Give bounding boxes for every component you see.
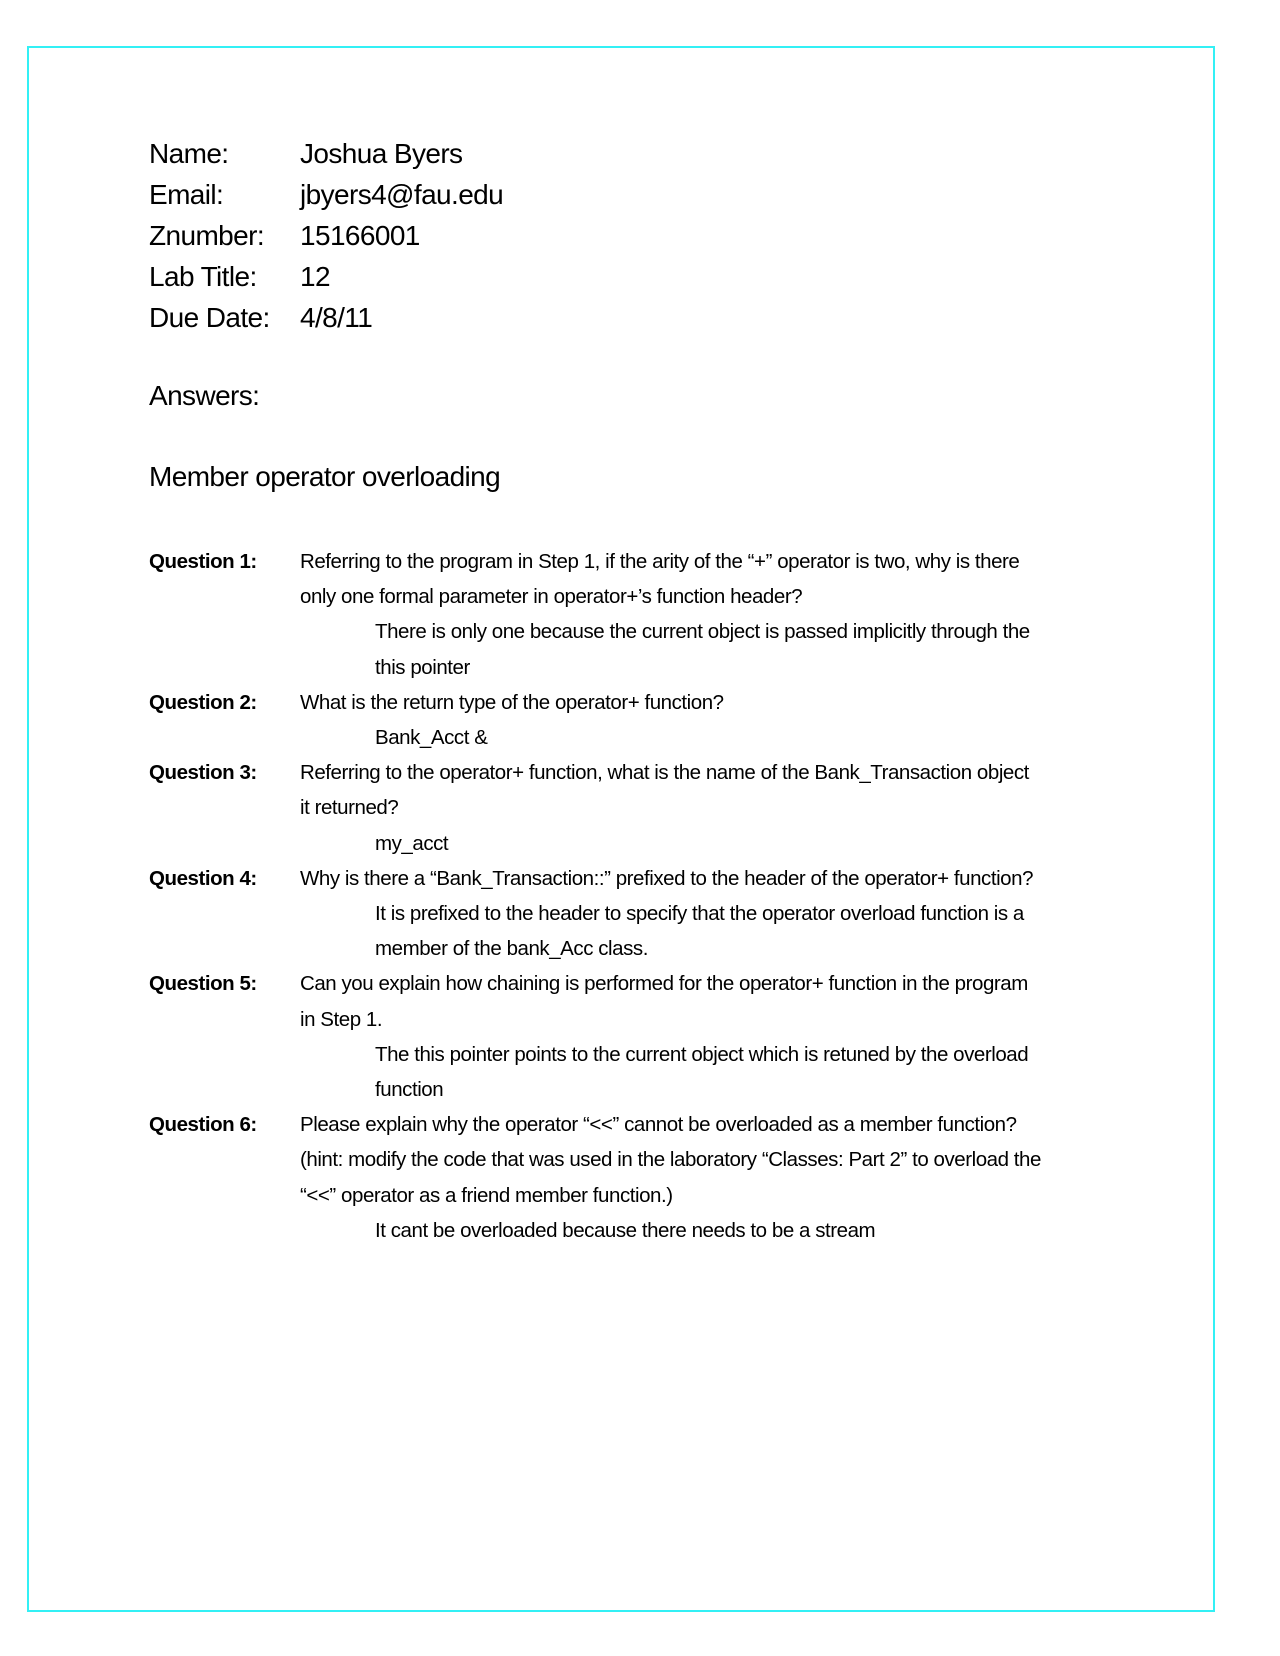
info-row-lab-title [149, 256, 503, 297]
question-row [149, 861, 1041, 896]
question-row [149, 1107, 1041, 1213]
question-item [149, 685, 1041, 755]
question-label: Question 1: [149, 550, 257, 573]
question-line: What is the return type of the operator+ function? [300, 690, 724, 714]
question-row [149, 544, 1041, 614]
student-info [149, 133, 503, 338]
due-date-value: 4/8/11 [300, 302, 373, 333]
question-line: Referring to the program in Step 1, if the arity of the “+” operator is two, why is there [300, 550, 1020, 573]
question-item [149, 1107, 1041, 1248]
question-row [149, 755, 1041, 825]
info-row-znumber [149, 215, 503, 256]
answer-line: It cant be overloaded because there needs to be a stream [375, 1218, 876, 1242]
question-label: Question 6: [149, 1113, 257, 1137]
question-item [149, 544, 1041, 685]
question-label: Question 2: [149, 690, 257, 714]
question-item [149, 861, 1041, 967]
answer-line: The this pointer points to the current object which is retuned by the overload [375, 1042, 1029, 1066]
question-item [149, 966, 1041, 1107]
question-line: only one formal parameter in operator+’s function header? [300, 585, 803, 609]
question-line: (hint: modify the code that was used in the laboratory “Classes: Part 2” to overload the [300, 1148, 1041, 1172]
question-label: Question 4: [149, 866, 257, 890]
question-text [300, 1107, 1041, 1213]
question-line: in Step 1. [300, 1007, 383, 1031]
answer-line: There is only one because the current object is passed implicitly through the [375, 620, 1030, 644]
question-row [149, 685, 1041, 720]
email-label: Email: [149, 179, 224, 210]
answer-line: Bank_Acct & [375, 726, 488, 750]
info-row-email [149, 174, 503, 215]
lab-title-value: 12 [300, 261, 330, 292]
answer-line: member of the bank_Acc class. [375, 937, 648, 961]
question-text [300, 755, 1029, 825]
znumber-value: 15166001 [300, 220, 420, 251]
name-value: Joshua Byers [300, 138, 463, 169]
questions-list [149, 544, 1041, 1248]
question-item [149, 755, 1041, 861]
answer-line: function [375, 1078, 444, 1102]
section-title: Member operator overloading [149, 461, 501, 492]
due-date-label: Due Date: [149, 302, 270, 333]
question-line: “<<” operator as a friend member function.) [300, 1183, 673, 1207]
lab-title-label: Lab Title: [149, 261, 257, 292]
question-text [300, 544, 1019, 614]
question-row [149, 966, 1041, 1036]
question-label: Question 5: [149, 972, 257, 996]
answer-line: It is prefixed to the header to specify that the operator overload function is a [375, 902, 1024, 926]
name-label: Name: [149, 138, 229, 169]
question-text [300, 861, 1033, 896]
answer-line: this pointer [375, 655, 470, 679]
answers-heading: Answers: [149, 380, 260, 411]
question-text [300, 966, 1028, 1036]
znumber-label: Znumber: [149, 220, 265, 251]
question-line: Why is there a “Bank_Transaction::” prefixed to the header of the operator+ function? [300, 866, 1034, 890]
question-line: it returned? [300, 796, 399, 820]
email-value: jbyers4@fau.edu [300, 179, 504, 210]
info-row-name [149, 133, 503, 174]
info-row-due-date [149, 297, 503, 338]
question-line: Referring to the operator+ function, what is the name of the Bank_Transaction object [300, 761, 1029, 785]
question-text [300, 685, 724, 720]
question-line: Please explain why the operator “<<” cannot be overloaded as a member function? [300, 1113, 1017, 1137]
answer-line: my_acct [375, 831, 449, 855]
question-label: Question 3: [149, 761, 257, 785]
question-line: Can you explain how chaining is performed for the operator+ function in the program [300, 972, 1028, 996]
